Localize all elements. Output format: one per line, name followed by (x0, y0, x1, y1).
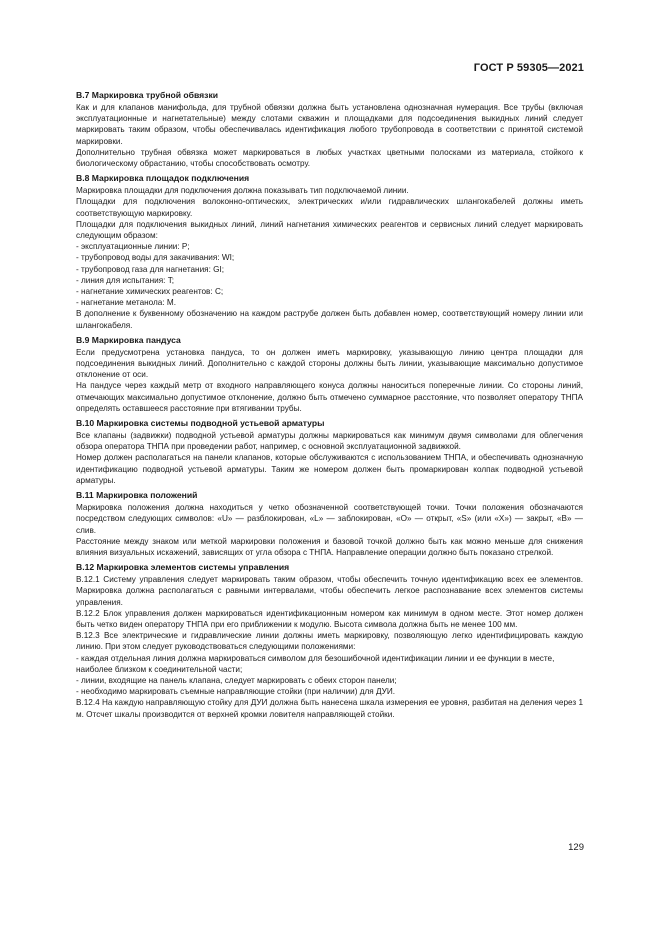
section-title: В.10 Маркировка системы подводной устьевой арматуры (76, 418, 325, 429)
paragraph: Маркировка площадки для подключения должна показывать тип подключаемой линии. (76, 186, 409, 196)
paragraph: На пандусе через каждый метр от входного направляющего конуса должны наноситься поперечные линии. Со стороны линий, отмечающих максимально допустимое отклонение, должно быть отмечено суммарное расстояние, что позволяет оператору ТНПА определять оставшееся расстояние при втягивании трубы. (76, 381, 583, 413)
section (76, 90, 583, 169)
paragraph: Расстояние между знаком или меткой маркировки положения и базовой точкой должно быть как можно меньше для снижения влияния визуальных искажений, зависящих от угла обзора с ТНПА. Направление операции должно быть показано стрелкой. (76, 536, 583, 557)
paragraph: Все клапаны (задвижки) подводной устьевой арматуры должны маркироваться как минимум двумя символами для облегчения обзора оператора ТНПА при проведении работ, например, с основной эксплуатационной задвижкой. (76, 431, 583, 452)
list-item: - линии, входящие на панель клапана, следует маркировать с обеих сторон панели; (76, 675, 397, 685)
list-item: - линия для испытания: T; (76, 275, 175, 285)
paragraph: В.12.2 Блок управления должен маркироваться идентификационным номером как минимум в одном месте. Этот номер должен быть четко виден оператору ТНПА при его приближении к модулю. Высота символа должна быть не менее 100 мм. (76, 608, 583, 629)
paragraph: Как и для клапанов манифольда, для трубной обвязки должна быть установлена однозначная нумерация. Все трубы (включая эксплуатационные и нагнетательные) между слотами скважин и площадками для подсоединения выкидных линий следует маркировать таким образом, чтобы обеспечивалась идентификация любого трубопровода в соответствии с принятой системой маркировки. (76, 103, 583, 146)
section-title: В.8 Маркировка площадок подключения (76, 173, 250, 184)
list-item: - нагнетание химических реагентов: C; (76, 287, 224, 297)
list-item: - трубопровод газа для нагнетания: GI; (76, 264, 225, 274)
section (76, 562, 583, 720)
paragraph: В.12.1 Систему управления следует маркировать таким образом, чтобы обеспечить точную идентификацию всех ее элементов. Маркировка должна располагаться с равными интервалами, чтобы обеспечить легкое распознавание всех элементов системы управления. (76, 575, 583, 607)
bullet-list (76, 241, 583, 308)
standard-header: ГОСТ Р 59305—2021 (473, 62, 584, 74)
section (76, 173, 583, 331)
paragraph: Дополнительно трубная обвязка может маркироваться в любых участках цветными полосками из материала, стойкого к биологическому обрастанию, чтобы способствовать осмотру. (76, 147, 583, 169)
list-item: - необходимо маркировать съемные направляющие стойки (при наличии) для ДУИ. (76, 687, 396, 697)
bullet-list (76, 653, 583, 698)
paragraph: Номер должен располагаться на панели клапанов, которые обслуживаются с использованием ТНПА, и обеспечивать однозначную идентификацию подводной устьевой арматуры. Таким же номером должен быть промаркирован колпак подводной устьевой арматуры. (76, 453, 583, 485)
section (76, 490, 583, 558)
page-number: 129 (568, 842, 584, 853)
list-item: - нагнетание метанола: M. (76, 298, 176, 308)
paragraph: Площадки для подключения выкидных линий, линий нагнетания химических реагентов и сервисных линий следует маркировать следующим образом: (76, 219, 583, 241)
section (76, 418, 583, 486)
document-body (76, 90, 583, 720)
list-item: - эксплуатационные линии: P; (76, 242, 190, 252)
list-item: - трубопровод воды для закачивания: WI; (76, 253, 235, 263)
list-item: - каждая отдельная линия должна маркироваться символом для безошибочной идентификации линии и ее функции в месте, наиболее близком к соединительной части; (76, 653, 555, 674)
paragraph: Если предусмотрена установка пандуса, то он должен иметь маркировку, указывающую линию центра площадки для подсоединения выкидных линий. Дополнительно с каждой стороны должны быть линии, указывающие максимально допустимое отклонение от оси. (76, 347, 583, 380)
paragraph: Площадки для подключения волоконно-оптических, электрических и/или гидравлических шлангокабелей должны иметь соответствующую маркировку. (76, 197, 583, 218)
section (76, 335, 583, 414)
section-title: В.9 Маркировка пандуса (76, 334, 181, 345)
section-title: В.12 Маркировка элементов системы управления (76, 562, 290, 573)
paragraph: В дополнение к буквенному обозначению на каждом раструбе должен быть добавлен номер, соответствующий номеру линии или шлангокабеля. (76, 309, 583, 330)
paragraph: Маркировка положения должна находиться у четко обозначенной соответствующей точки. Точки положения обозначаются посредством следующих символов: «U» — разблокирован, «L» — заблокирован, «O» — открыт, «S» (или «X») — закрыт, «B» — слив. (76, 503, 583, 535)
paragraph: В.12.3 Все электрические и гидравлические линии должны иметь маркировку, позволяющую легко идентифицировать каждую линию. При этом следует руководствоваться следующими положениями: (76, 631, 583, 652)
section-title: В.7 Маркировка трубной обвязки (76, 90, 219, 100)
section-title: В.11 Маркировка положений (76, 490, 198, 501)
paragraph: В.12.4 На каждую направляющую стойку для ДУИ должна быть нанесена шкала измерения ее уровня, разбитая на деления через 1 м. Отсчет шкалы производится от верхней кромки ловителя направляющей стойки. (76, 698, 583, 719)
